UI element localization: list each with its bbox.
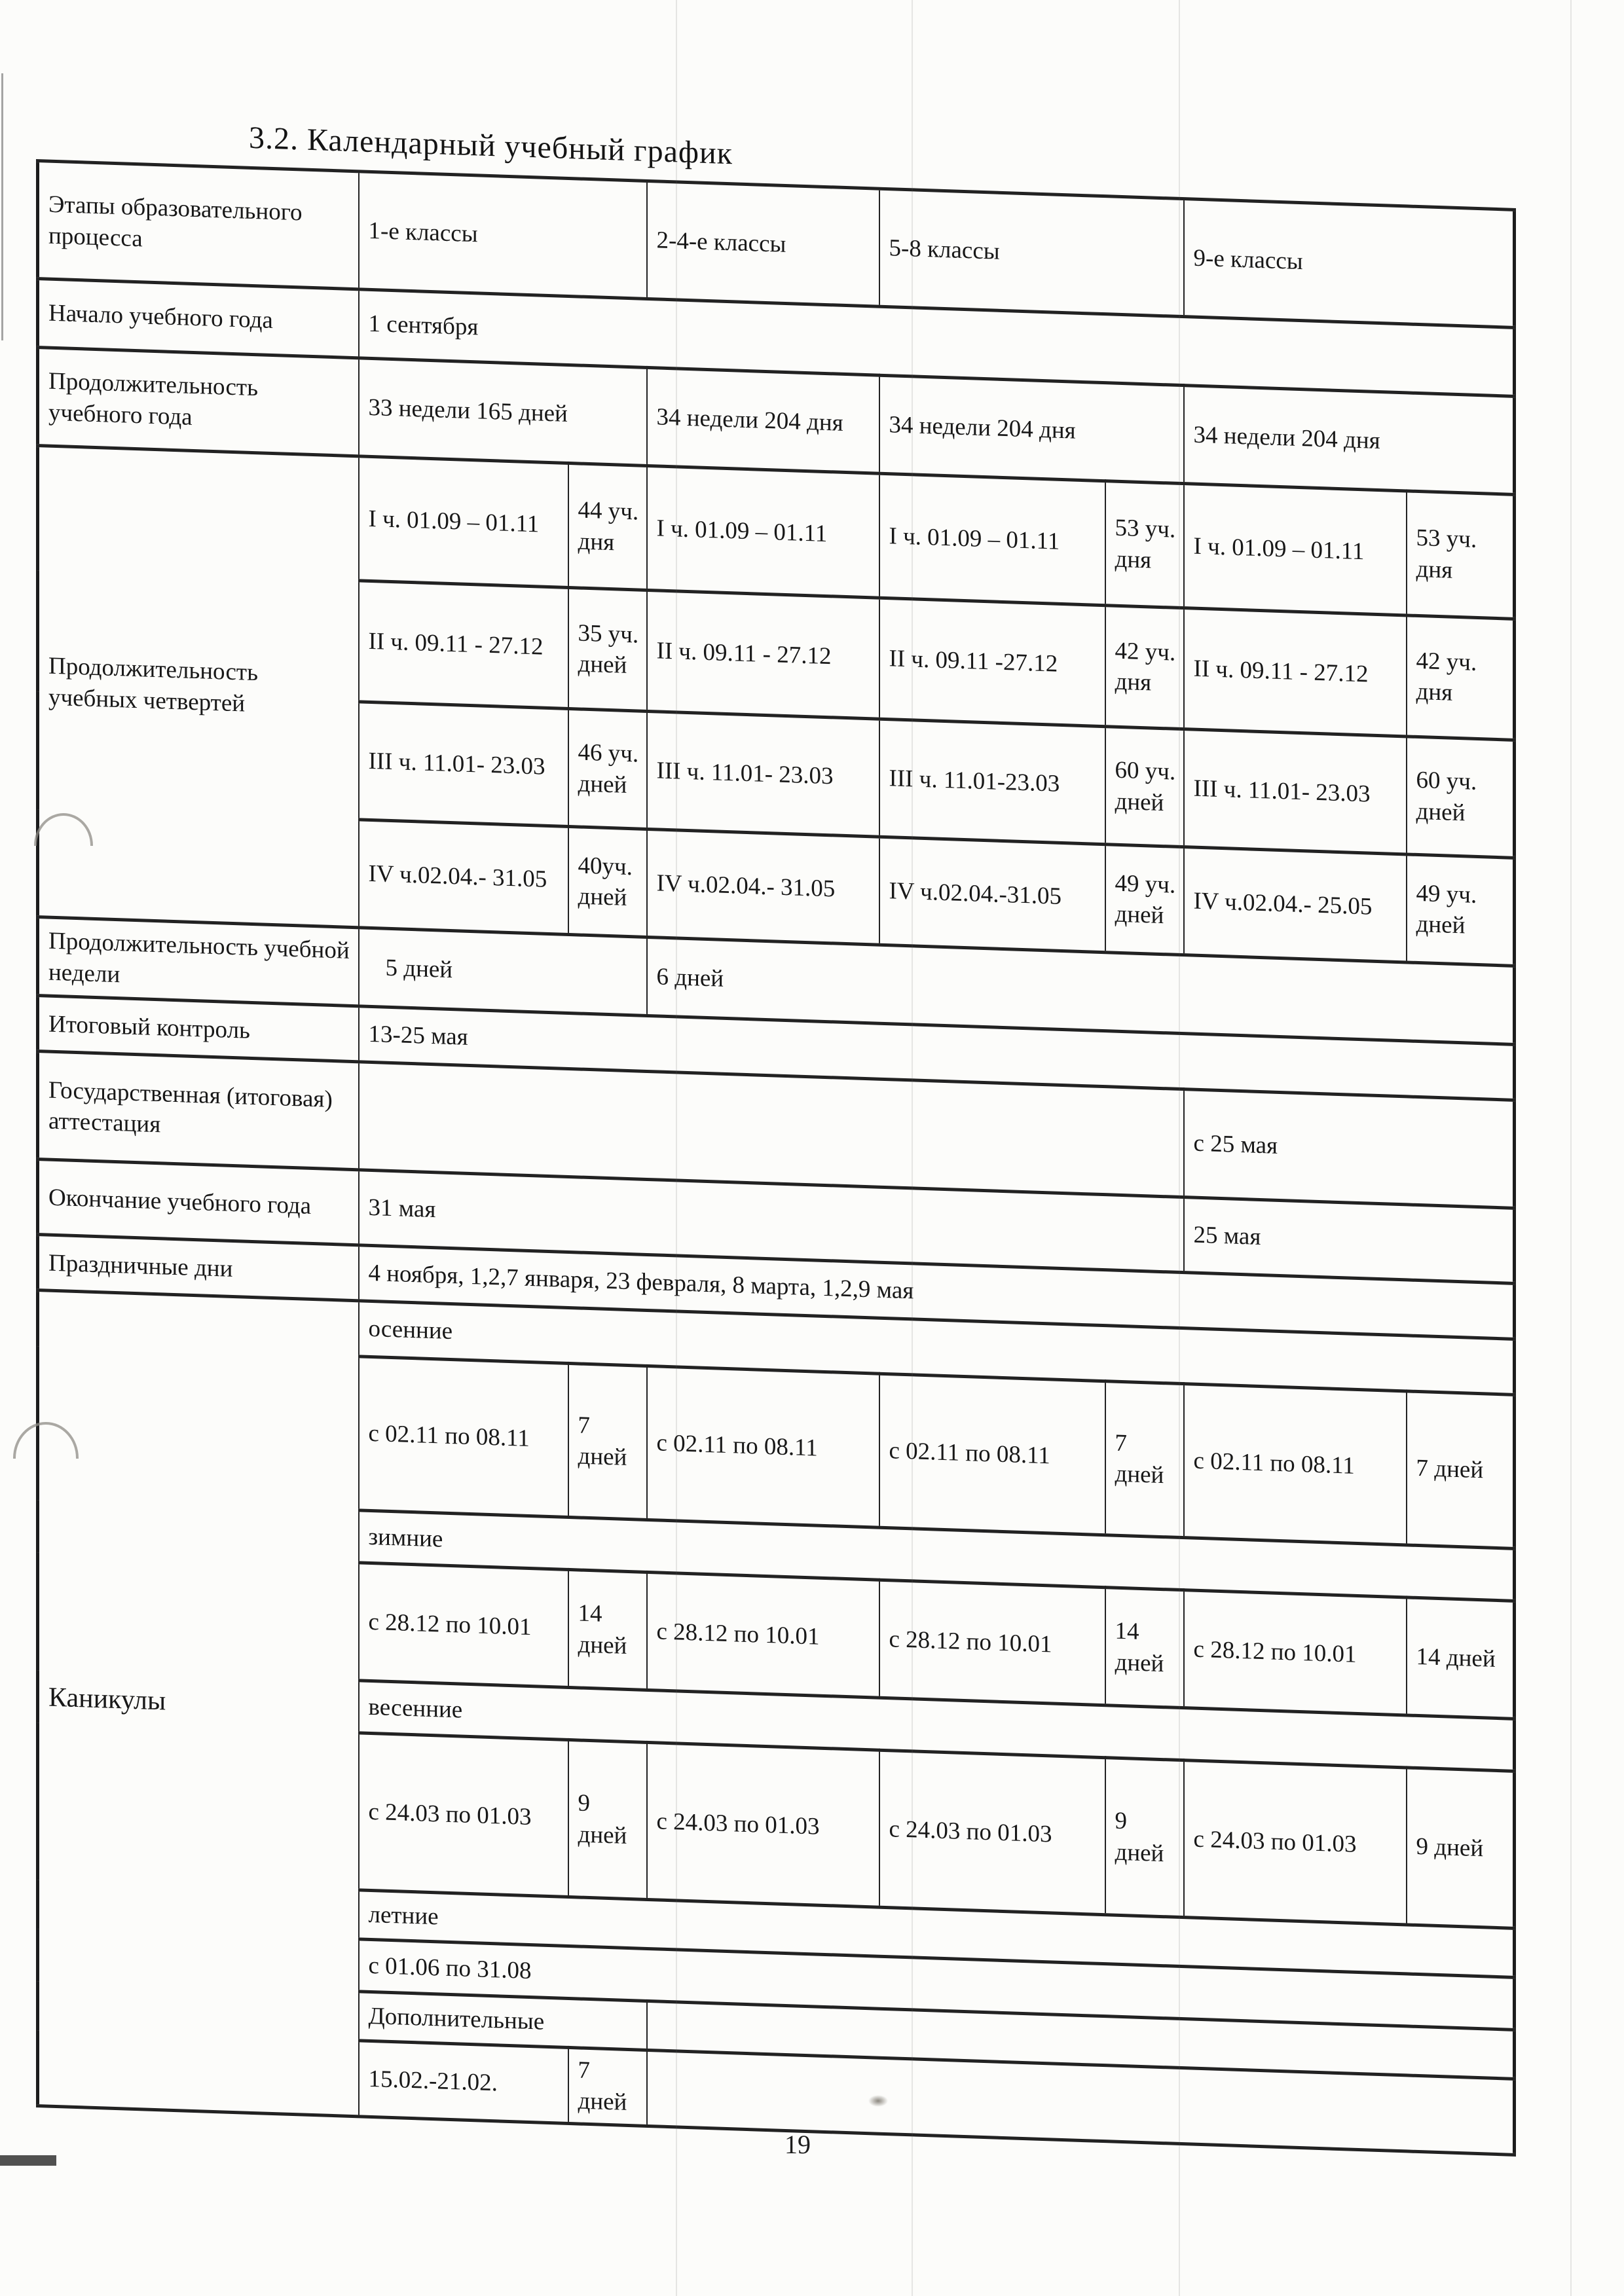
vacation-spring-title: весенние <box>359 1681 1515 1772</box>
vacation-additional-title: Дополнительные <box>359 1992 647 2050</box>
vacations-label: Каникулы <box>38 1290 359 2117</box>
year-length-label: Продолжительность учебного года <box>38 348 359 456</box>
winter-grades-9: с 28.12 по 10.01 <box>1184 1590 1407 1715</box>
summer-value: с 01.06 по 31.08 <box>359 1939 1515 2030</box>
autumn-grades-1-days: 7 дней <box>568 1363 647 1520</box>
scanner-streak <box>1570 0 1572 2296</box>
q2-grades-9-days: 42 уч. дня <box>1407 615 1515 740</box>
header-grades-1: 1-е классы <box>359 172 647 299</box>
year-start-value: 1 сентября <box>359 289 1515 397</box>
scanner-streak <box>1179 0 1180 2296</box>
page-number: 19 <box>784 2130 811 2159</box>
week-length-grades-1: 5 дней <box>359 928 647 1016</box>
autumn-grades-2-4: с 02.11 по 08.11 <box>647 1366 879 1527</box>
attestation-grades-9: с 25 мая <box>1184 1089 1515 1209</box>
spring-grades-5-8-days: 9 дней <box>1105 1758 1184 1918</box>
autumn-grades-1: с 02.11 по 08.11 <box>359 1357 568 1518</box>
q1-grades-2-4: I ч. 01.09 – 01.11 <box>647 465 879 598</box>
spring-grades-1: с 24.03 по 01.03 <box>359 1733 568 1897</box>
week-length-label: Продолжительность учебной недели <box>38 917 359 1006</box>
q4-grades-9: IV ч.02.04.- 25.05 <box>1184 847 1407 962</box>
final-control-label: Итоговый контроль <box>38 996 359 1062</box>
scan-edge-mark <box>0 2155 56 2166</box>
winter-grades-2-4: с 28.12 по 10.01 <box>647 1572 879 1698</box>
final-control-value: 13-25 мая <box>359 1006 1515 1101</box>
q1-grades-9-days: 53 уч. дня <box>1407 491 1515 619</box>
winter-grades-9-days: 14 дней <box>1407 1597 1515 1719</box>
q3-grades-9: III ч. 11.01- 23.03 <box>1184 729 1407 854</box>
spring-grades-5-8: с 24.03 по 01.03 <box>879 1750 1105 1914</box>
year-end-grades-9: 25 мая <box>1184 1197 1515 1284</box>
q3-grades-9-days: 60 уч. дней <box>1407 737 1515 858</box>
spring-grades-9: с 24.03 по 01.03 <box>1184 1760 1407 1925</box>
q4-grades-5-8-days: 49 уч. дней <box>1105 845 1184 955</box>
scan-edge-line <box>1 73 3 340</box>
q2-grades-5-8-days: 42 уч. дня <box>1105 606 1184 729</box>
year-length-grades-9: 34 недели 204 дня <box>1184 386 1515 495</box>
holidays-label: Праздничные дни <box>38 1235 359 1301</box>
page-title: 3.2. Календарный учебный график <box>249 120 733 172</box>
q1-grades-5-8-days: 53 уч. дня <box>1105 481 1184 608</box>
vacation-summer-title: летние <box>359 1890 1515 1978</box>
q2-grades-1: II ч. 09.11 - 27.12 <box>359 581 568 709</box>
document-content <box>36 113 1516 2157</box>
additional-dates: 15.02.-21.02. <box>359 2041 568 2123</box>
winter-grades-5-8-days: 14 дней <box>1105 1588 1184 1708</box>
autumn-grades-9: с 02.11 по 08.11 <box>1184 1384 1407 1545</box>
vacation-autumn-title: осенние <box>359 1301 1515 1395</box>
autumn-grades-9-days: 7 дней <box>1407 1391 1515 1548</box>
winter-grades-5-8: с 28.12 по 10.01 <box>879 1580 1105 1705</box>
q1-grades-5-8: I ч. 01.09 – 01.11 <box>879 473 1105 605</box>
q3-grades-5-8: III ч. 11.01-23.03 <box>879 719 1105 844</box>
quarters-label: Продолжительность учебных четвертей <box>38 446 359 928</box>
q4-grades-9-days: 49 уч. дней <box>1407 854 1515 966</box>
ink-smudge <box>868 2095 888 2107</box>
attestation-label: Государственная (итоговая) аттестация <box>38 1051 359 1170</box>
autumn-grades-5-8-days: 7 дней <box>1105 1381 1184 1538</box>
scanner-streak <box>676 0 677 2296</box>
q1-grades-9: I ч. 01.09 – 01.11 <box>1184 484 1407 615</box>
holidays-value: 4 ноября, 1,2,7 января, 23 февраля, 8 марта, 1,2,9 мая <box>359 1245 1515 1339</box>
header-grades-2-4: 2-4-е классы <box>647 181 879 306</box>
q3-grades-2-4: III ч. 11.01- 23.03 <box>647 711 879 837</box>
winter-grades-1: с 28.12 по 10.01 <box>359 1563 568 1688</box>
q2-grades-9: II ч. 09.11 - 27.12 <box>1184 608 1407 737</box>
year-length-grades-2-4: 34 недели 204 дня <box>647 367 879 473</box>
calendar-schedule-table <box>36 159 1516 2157</box>
q3-grades-1-days: 46 уч. дней <box>568 708 647 829</box>
spring-grades-1-days: 9 дней <box>568 1740 647 1899</box>
q2-grades-2-4: II ч. 09.11 - 27.12 <box>647 590 879 719</box>
year-length-grades-1: 33 недели 165 дней <box>359 358 647 466</box>
vacation-winter-title: зимние <box>359 1510 1515 1601</box>
q3-grades-1: III ч. 11.01- 23.03 <box>359 702 568 827</box>
week-length-others: 6 дней <box>647 937 1515 1044</box>
q4-grades-1: IV ч.02.04.- 31.05 <box>359 820 568 935</box>
header-stages: Этапы образовательного процесса <box>38 161 359 289</box>
winter-grades-1-days: 14 дней <box>568 1569 647 1690</box>
spring-grades-9-days: 9 дней <box>1407 1768 1515 1928</box>
q2-grades-1-days: 35 уч. дней <box>568 587 647 711</box>
year-length-grades-5-8: 34 недели 204 дня <box>879 375 1184 483</box>
year-end-value: 31 мая <box>359 1170 1184 1273</box>
q2-grades-5-8: II ч. 09.11 -27.12 <box>879 598 1105 726</box>
scanner-streak <box>912 0 913 2296</box>
q1-grades-1: I ч. 01.09 – 01.11 <box>359 456 568 588</box>
q4-grades-5-8: IV ч.02.04.-31.05 <box>879 837 1105 952</box>
additional-days: 7 дней <box>568 2047 647 2126</box>
spring-grades-2-4: с 24.03 по 01.03 <box>647 1742 879 1907</box>
q1-grades-1-days: 44 уч. дня <box>568 463 647 590</box>
q3-grades-5-8-days: 60 уч. дней <box>1105 727 1184 847</box>
year-end-label: Окончание учебного года <box>38 1159 359 1245</box>
header-grades-9: 9-е классы <box>1184 199 1515 328</box>
q4-grades-2-4: IV ч.02.04.- 31.05 <box>647 829 879 945</box>
q4-grades-1-days: 40уч. дней <box>568 826 647 937</box>
year-start-label: Начало учебного года <box>38 279 359 358</box>
header-grades-5-8: 5-8 классы <box>879 189 1184 316</box>
autumn-grades-5-8: с 02.11 по 08.11 <box>879 1374 1105 1535</box>
